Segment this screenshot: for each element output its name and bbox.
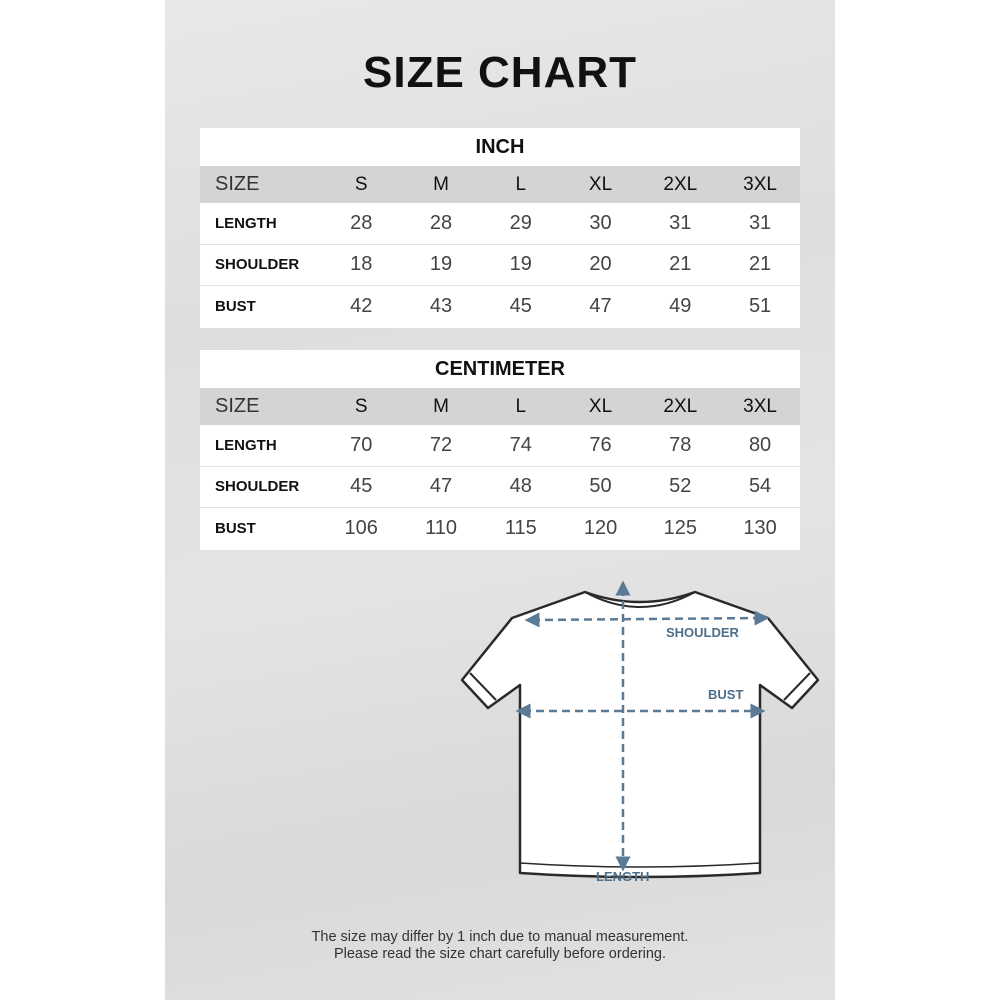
size-label: SIZE xyxy=(215,395,260,417)
disclaimer-line-1: The size may differ by 1 inch due to manual measurement. xyxy=(311,929,689,945)
inch-table-header: INCH xyxy=(200,128,800,166)
row-label: SHOULDER xyxy=(215,478,300,496)
table-cell: 72 xyxy=(429,433,453,456)
table-cell: 110 xyxy=(425,517,457,540)
table-cell: 45 xyxy=(350,475,373,498)
table-row xyxy=(200,467,800,509)
size-m: M xyxy=(433,173,449,195)
table-cell: 52 xyxy=(669,475,692,498)
table-cell: 80 xyxy=(748,433,772,456)
table-cell: 31 xyxy=(669,211,692,234)
table-cell: 125 xyxy=(663,517,697,540)
table-cell: 45 xyxy=(509,295,532,318)
table-row xyxy=(200,245,800,287)
tshirt-icon xyxy=(462,592,818,877)
table-cell: 21 xyxy=(669,253,692,276)
table-cell: 48 xyxy=(509,475,532,498)
table-cell: 49 xyxy=(669,295,692,318)
disclaimer-note xyxy=(165,929,835,963)
bust-label: BUST xyxy=(708,687,744,702)
table-cell: 76 xyxy=(589,433,612,456)
centimeter-table-header: CENTIMETER xyxy=(200,350,800,388)
length-label: LENGTH xyxy=(596,869,650,884)
table-cell: 20 xyxy=(589,253,612,276)
table-cell: 30 xyxy=(589,211,612,234)
table-cell: 28 xyxy=(350,211,373,234)
inch-size-row xyxy=(200,166,800,203)
size-s: S xyxy=(354,173,368,195)
size-chart-panel xyxy=(165,0,835,1000)
table-cell: 130 xyxy=(743,517,777,540)
size-l: L xyxy=(515,395,527,417)
table-cell: 19 xyxy=(509,253,532,276)
size-l: L xyxy=(515,173,527,195)
table-cell: 74 xyxy=(509,433,532,456)
disclaimer-line-2: Please read the size chart carefully before ordering. xyxy=(333,946,667,962)
size-xl: XL xyxy=(588,395,613,417)
table-row xyxy=(200,203,800,245)
row-label: SHOULDER xyxy=(215,256,300,274)
table-cell: 18 xyxy=(350,253,373,276)
table-cell: 19 xyxy=(429,253,453,276)
table-row xyxy=(200,508,800,550)
size-xl: XL xyxy=(588,173,613,195)
table-cell: 28 xyxy=(429,211,453,234)
size-2xl: 2XL xyxy=(663,173,698,195)
size-3xl: 3XL xyxy=(743,173,777,195)
table-cell: 78 xyxy=(669,433,692,456)
table-cell: 21 xyxy=(748,253,772,276)
table-cell: 47 xyxy=(429,475,453,498)
centimeter-table xyxy=(200,350,800,550)
table-cell: 54 xyxy=(748,475,772,498)
shoulder-label: SHOULDER xyxy=(666,625,739,640)
table-cell: 47 xyxy=(589,295,612,318)
table-cell: 115 xyxy=(504,517,537,540)
page-title: SIZE CHART xyxy=(363,48,637,97)
row-label: LENGTH xyxy=(215,214,277,232)
table-cell: 29 xyxy=(509,211,532,234)
table-cell: 43 xyxy=(429,295,453,318)
table-cell: 42 xyxy=(350,295,373,318)
table-cell: 70 xyxy=(350,433,373,456)
size-label: SIZE xyxy=(215,173,260,195)
row-label: BUST xyxy=(215,520,256,538)
table-cell: 50 xyxy=(589,475,612,498)
inch-table xyxy=(200,128,800,328)
table-cell: 51 xyxy=(748,295,772,318)
size-m: M xyxy=(433,395,449,417)
table-cell: 120 xyxy=(583,517,618,540)
tshirt-measurement-diagram xyxy=(330,580,1000,890)
table-cell: 31 xyxy=(748,211,772,234)
size-2xl: 2XL xyxy=(663,395,698,417)
cm-size-row xyxy=(200,388,800,425)
table-row xyxy=(200,286,800,328)
size-s: S xyxy=(354,395,368,417)
row-label: LENGTH xyxy=(215,436,277,454)
row-label: BUST xyxy=(215,298,256,316)
size-3xl: 3XL xyxy=(743,395,777,417)
table-cell: 106 xyxy=(344,517,378,540)
table-row xyxy=(200,425,800,467)
